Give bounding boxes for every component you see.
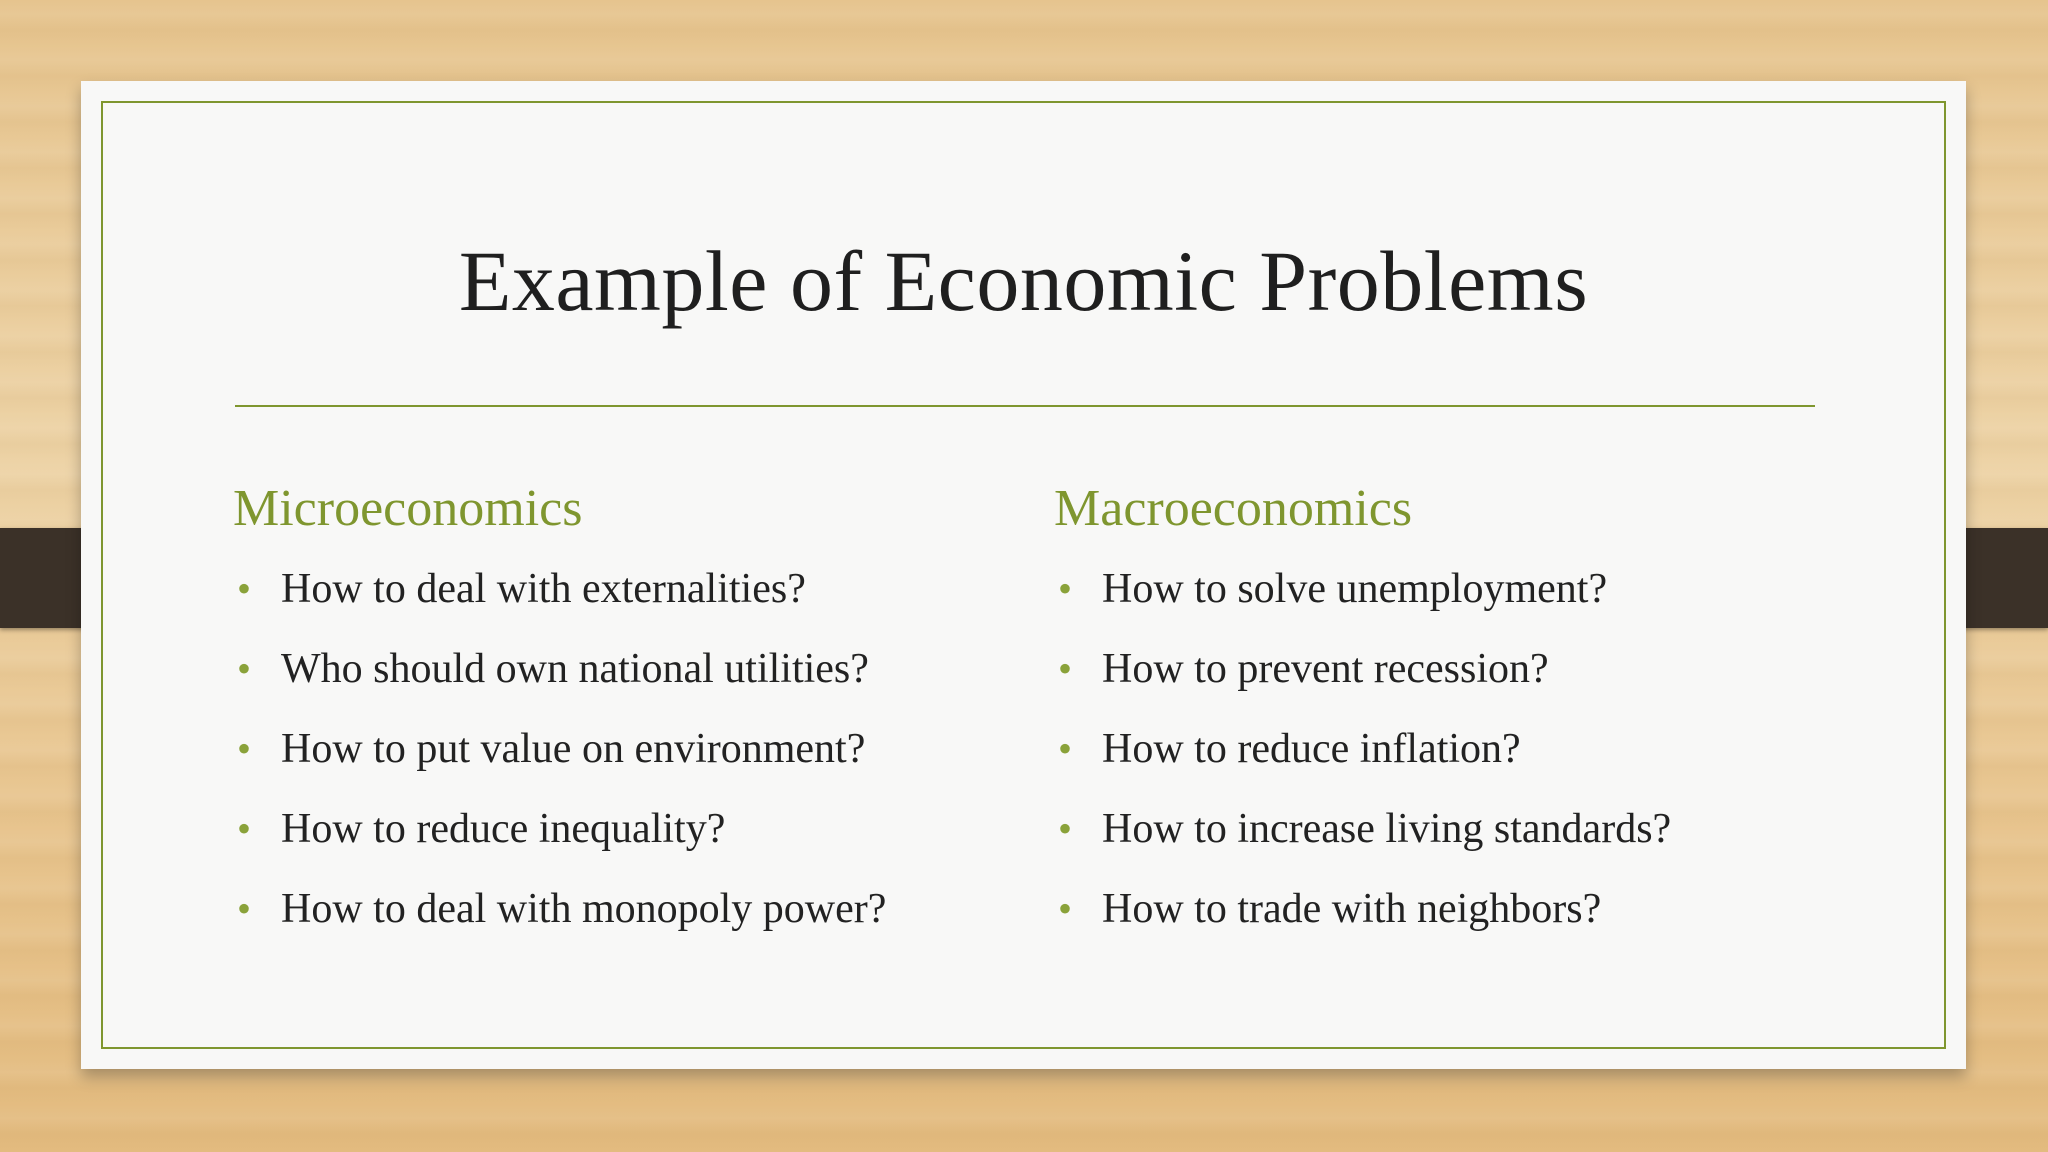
list-item: [1054, 709, 1854, 789]
list-item: [233, 789, 1033, 869]
list-item: [233, 549, 1033, 629]
list-item: [1054, 629, 1854, 709]
list-item-text: How to reduce inequality?: [281, 806, 726, 852]
list-item-text: How to solve unemployment?: [1102, 566, 1608, 612]
bullet-icon: •: [1058, 566, 1073, 611]
list-item: [1054, 549, 1854, 629]
slide-title: Example of Economic Problems: [458, 233, 1589, 329]
column-heading: Microeconomics: [233, 480, 583, 537]
column-heading: Macroeconomics: [1054, 480, 1413, 537]
list-item-text: How to reduce inflation?: [1102, 726, 1521, 772]
list-item: [233, 709, 1033, 789]
list-item: [1054, 789, 1854, 869]
microeconomics-column: [233, 469, 1033, 949]
bullet-icon: •: [1058, 886, 1073, 931]
list-item-text: How to put value on environment?: [281, 726, 866, 772]
list-item-text: Who should own national utilities?: [281, 646, 869, 692]
list-item: [1054, 869, 1854, 949]
list-item-text: How to deal with monopoly power?: [281, 886, 887, 932]
bullet-icon: •: [237, 886, 252, 931]
bullet-icon: •: [237, 806, 252, 851]
bullet-icon: •: [237, 566, 252, 611]
list-item: [233, 629, 1033, 709]
list-item: [233, 869, 1033, 949]
bullet-icon: •: [1058, 806, 1073, 851]
bullet-list: [1054, 549, 1854, 949]
bullet-icon: •: [237, 726, 252, 771]
list-item-text: How to prevent recession?: [1102, 646, 1549, 692]
bullet-icon: •: [1058, 646, 1073, 691]
bullet-icon: •: [237, 646, 252, 691]
list-item-text: How to trade with neighbors?: [1102, 886, 1602, 932]
slide: [81, 81, 1966, 1069]
bullet-icon: •: [1058, 726, 1073, 771]
title-divider: [235, 405, 1815, 407]
bullet-list: [233, 549, 1033, 949]
macroeconomics-column: [1054, 469, 1854, 949]
list-item-text: How to increase living standards?: [1102, 806, 1672, 852]
list-item-text: How to deal with externalities?: [281, 566, 806, 612]
